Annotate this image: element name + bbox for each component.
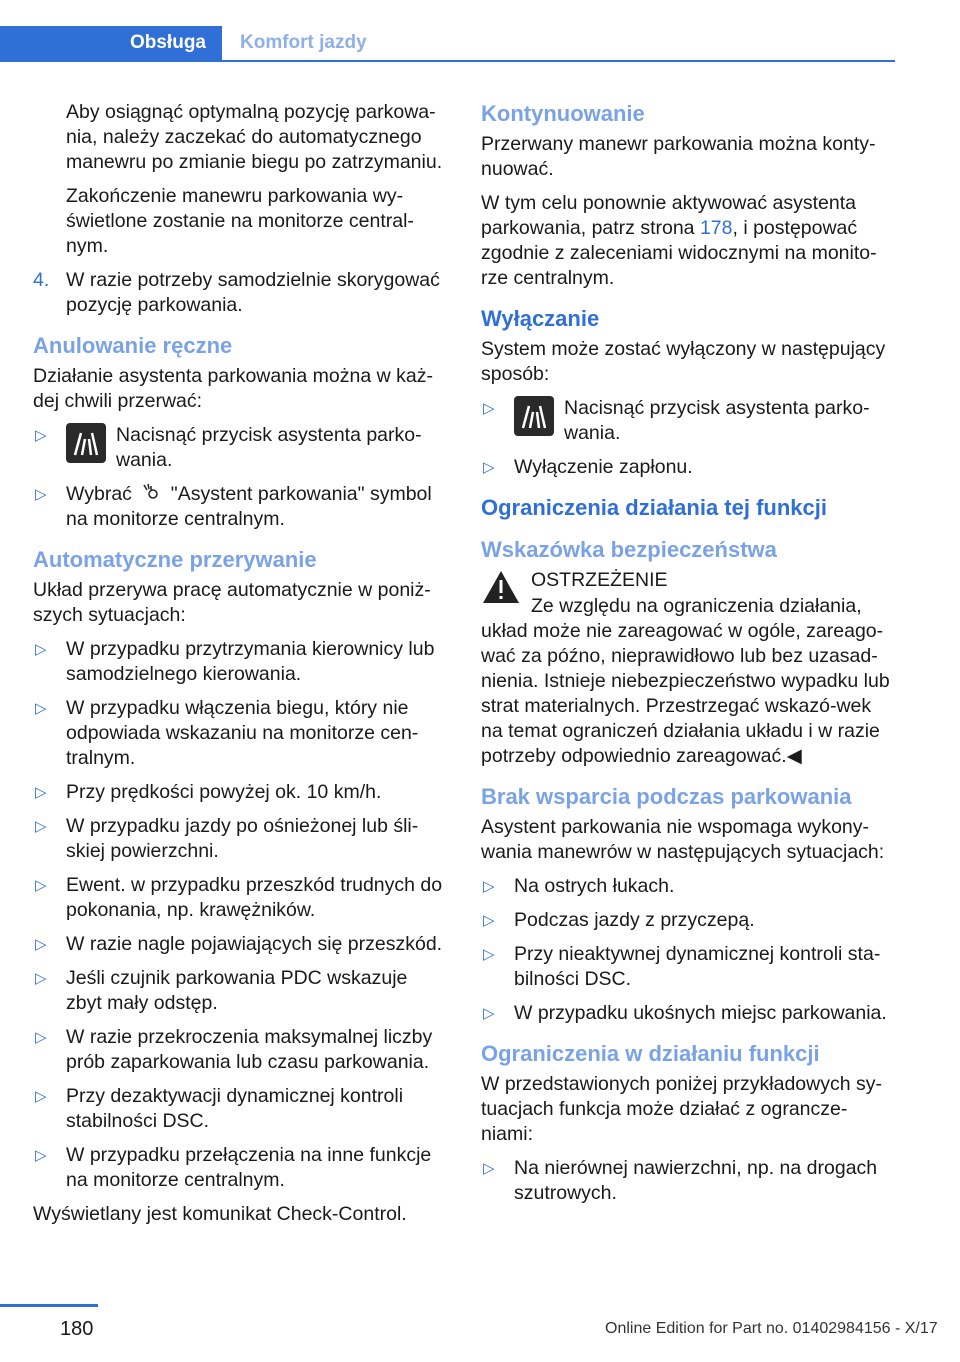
list-item-text: Przy nieaktywnej dynamicznej kontroli sta-bilności DSC. bbox=[514, 943, 881, 990]
triangle-right-icon: ▷ bbox=[35, 1029, 47, 1047]
triangle-right-icon: ▷ bbox=[35, 1147, 47, 1165]
paragraph: Działanie asystenta parkowania można w każ-dej chwili przerwać: bbox=[33, 365, 433, 412]
list-item-text: W razie przekroczenia maksymalnej liczby prób zaparkowania lub czasu parkowania. bbox=[66, 1026, 433, 1074]
list-item bbox=[33, 873, 448, 923]
heading-ograniczenia-w-dzialaniu: Ograniczenia w działaniu funkcji bbox=[481, 1041, 820, 1066]
triangle-right-icon: ▷ bbox=[35, 641, 47, 659]
list-item-text: Wyłączenie zapłonu. bbox=[514, 456, 693, 478]
list-item-text: Nacisnąć przycisk asystenta parko-wania. bbox=[116, 424, 422, 471]
header-rule bbox=[0, 60, 895, 62]
triangle-right-icon: ▷ bbox=[35, 427, 47, 444]
list-item-text: W przypadku przełączenia na inne funkcje na monitorze centralnym. bbox=[66, 1144, 432, 1192]
triangle-right-icon: ▷ bbox=[35, 784, 47, 802]
left-column bbox=[33, 100, 448, 1236]
heading-anulowanie: Anulowanie ręczne bbox=[33, 333, 233, 358]
header-bar bbox=[0, 0, 895, 62]
list-item-text: Ewent. w przypadku przeszkód trudnych do pokonania, np. krawężników. bbox=[66, 874, 443, 922]
warning-text: Ze względu na ograniczenia działania, układ może nie zareagować w ogóle, zareago-wać za późno, nieprawidłowo lub bez uzasad-nienia. Istnieje niebezpieczeństwo wypadku lub strat materialnych. Przestrzegać wskazó-wek na temat ograniczeń działania układu i w razie potrzeby odpowiednio zareagować.◀ bbox=[481, 595, 890, 767]
list-item bbox=[33, 637, 448, 687]
list-item bbox=[33, 814, 448, 864]
list-item bbox=[33, 696, 448, 771]
list-item bbox=[481, 942, 896, 992]
step-number: 4. bbox=[33, 269, 50, 291]
list-item bbox=[481, 455, 896, 480]
list-item-text: Na ostrych łukach. bbox=[514, 875, 675, 897]
triangle-right-icon: ▷ bbox=[483, 946, 495, 963]
text: , i postępować zgodnie z zaleceniami widocznymi na monito-rze centralnym. bbox=[481, 217, 877, 289]
list-item bbox=[33, 932, 448, 957]
list-item-text: Podczas jazdy z przyczepą. bbox=[514, 909, 755, 931]
parking-assistant-button-icon bbox=[66, 423, 106, 463]
list-item bbox=[481, 874, 896, 899]
list-item bbox=[33, 780, 448, 805]
triangle-right-icon: ▷ bbox=[483, 1005, 495, 1022]
triangle-right-icon: ▷ bbox=[35, 970, 47, 988]
triangle-right-icon: ▷ bbox=[35, 700, 47, 718]
warning-triangle-icon bbox=[481, 568, 521, 606]
list-item bbox=[33, 482, 448, 532]
triangle-right-icon: ▷ bbox=[483, 459, 495, 476]
triangle-right-icon: ▷ bbox=[483, 912, 495, 929]
list-item-text: Przy prędkości powyżej ok. 10 km/h. bbox=[66, 781, 382, 804]
paragraph: Wyświetlany jest komunikat Check-Control. bbox=[33, 1203, 407, 1226]
list-item bbox=[481, 908, 896, 933]
tab-obsluga[interactable]: Obsługa bbox=[0, 26, 222, 60]
warning-title: OSTRZEŻENIE bbox=[531, 569, 668, 591]
paragraph: Układ przerywa pracę automatycznie w poniż-szych sytuacjach: bbox=[33, 579, 431, 627]
list-item bbox=[33, 1084, 448, 1134]
paragraph: W przedstawionych poniżej przykładowych sy-tuacjach funkcja może działać z ograncze-niami: bbox=[481, 1073, 882, 1145]
list-item-text: W razie nagle pojawiających się przeszkód. bbox=[66, 933, 443, 956]
list-item-text: Jeśli czujnik parkowania PDC wskazuje zbyt mały odstęp. bbox=[66, 967, 408, 1015]
heading-wylaczanie: Wyłączanie bbox=[481, 306, 600, 331]
triangle-right-icon: ▷ bbox=[35, 486, 47, 503]
list-item-text: W przypadku przytrzymania kierownicy lub samodzielnego kierowania. bbox=[66, 638, 435, 686]
triangle-right-icon: ▷ bbox=[483, 400, 495, 417]
list-item-text: Wybrać bbox=[66, 483, 132, 505]
list-item-text: Przy dezaktywacji dynamicznej kontroli stabilności DSC. bbox=[66, 1085, 404, 1133]
text: W tym celu ponownie aktywować asystenta parkowania, patrz strona bbox=[481, 192, 856, 239]
list-item-text: W przypadku ukośnych miejsc parkowania. bbox=[514, 1002, 887, 1024]
triangle-right-icon: ▷ bbox=[483, 878, 495, 895]
paragraph bbox=[481, 191, 896, 291]
step-text: W razie potrzeby samodzielnie skorygować pozycję parkowania. bbox=[66, 269, 440, 316]
paragraph: System może zostać wyłączony w następujący sposób: bbox=[481, 338, 886, 385]
footer-rule bbox=[0, 1304, 98, 1307]
heading-ograniczenia: Ograniczenia działania tej funkcji bbox=[481, 495, 827, 520]
paragraph: Zakończenie manewru parkowania wy-świetlone zostanie na monitorze central-nym. bbox=[66, 185, 414, 257]
triangle-right-icon: ▷ bbox=[35, 1088, 47, 1106]
heading-automatyczne: Automatyczne przerywanie bbox=[33, 547, 317, 573]
list-item bbox=[481, 1001, 896, 1026]
list-item-text: Nacisnąć przycisk asystenta parko-wania. bbox=[564, 397, 870, 444]
list-item-text: "Asystent parkowania" symbol na monitorze centralnym. bbox=[66, 483, 432, 531]
list-item-text: Na nierównej nawierzchni, np. na drogach szutrowych. bbox=[514, 1157, 878, 1204]
tab-komfort-jazdy[interactable]: Komfort jazdy bbox=[240, 32, 367, 53]
edition-note: Online Edition for Part no. 01402984156 - X/17 bbox=[605, 1320, 938, 1337]
parking-symbol-icon bbox=[141, 482, 161, 507]
heading-wskazowka: Wskazówka bezpieczeństwa bbox=[481, 537, 777, 562]
paragraph: Przerwany manewr parkowania można konty-nuować. bbox=[481, 133, 876, 180]
list-item bbox=[33, 1025, 448, 1075]
paragraph: Aby osiągnąć optymalną pozycję parkowa-nia, należy zaczekać do automatycznego manewru po zmianie biegu po zatrzymaniu. bbox=[66, 101, 443, 173]
heading-brak-wsparcia: Brak wsparcia podczas parkowania bbox=[481, 784, 852, 809]
paragraph: Asystent parkowania nie wspomaga wykony-wania manewrów w następujących sytuacjach: bbox=[481, 816, 885, 863]
parking-assistant-button-icon bbox=[514, 396, 554, 436]
page-number: 180 bbox=[60, 1318, 94, 1340]
heading-kontynuowanie: Kontynuowanie bbox=[481, 101, 645, 126]
step-4 bbox=[33, 268, 448, 318]
list-item bbox=[481, 396, 896, 446]
list-item-text: W przypadku jazdy po ośnieżonej lub śli-skiej powierzchni. bbox=[66, 815, 419, 863]
triangle-right-icon: ▷ bbox=[35, 877, 47, 895]
list-item bbox=[33, 1143, 448, 1193]
triangle-right-icon: ▷ bbox=[483, 1160, 495, 1177]
page-link[interactable]: 178 bbox=[699, 217, 733, 239]
list-item bbox=[481, 1156, 896, 1206]
triangle-right-icon: ▷ bbox=[35, 818, 47, 836]
right-column bbox=[481, 100, 896, 1215]
list-item bbox=[33, 966, 448, 1016]
list-item bbox=[33, 423, 448, 473]
list-item-text: W przypadku włączenia biegu, który nie odpowiada wskazaniu na monitorze cen-tralnym. bbox=[66, 697, 419, 770]
triangle-right-icon: ▷ bbox=[35, 936, 47, 954]
